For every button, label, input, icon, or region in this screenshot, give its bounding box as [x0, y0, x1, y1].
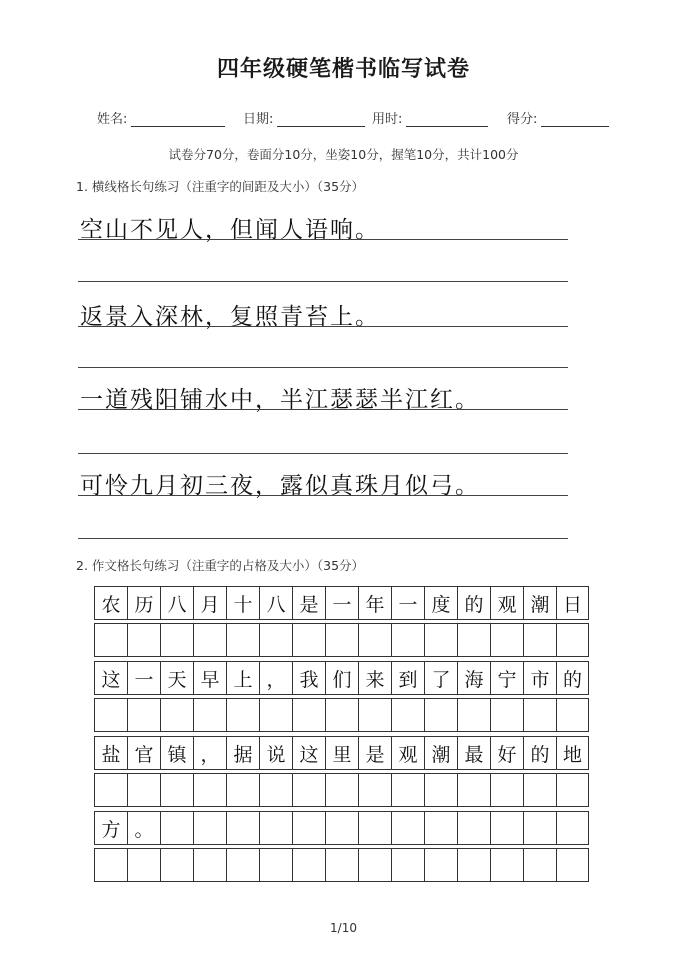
writing-rule — [78, 453, 568, 454]
writing-rule — [78, 281, 568, 282]
grid-cell: 农 — [94, 586, 127, 620]
grid-cell — [358, 623, 391, 657]
grid-cell: 这 — [292, 736, 325, 770]
grid-cell — [523, 848, 556, 882]
grid-cell — [490, 773, 523, 807]
date-label: 日期: — [243, 112, 274, 127]
grid-row — [94, 848, 589, 882]
grid-cell — [391, 698, 424, 732]
grid-cell — [193, 848, 226, 882]
grid-cell: 镇 — [160, 736, 193, 770]
writing-rule — [78, 367, 568, 368]
grid-cell — [226, 623, 259, 657]
grid-row — [94, 661, 589, 695]
grid-cell — [94, 623, 127, 657]
grid-cell — [391, 848, 424, 882]
grid-cell — [490, 623, 523, 657]
grid-cell — [160, 773, 193, 807]
grid-cell: 是 — [358, 736, 391, 770]
grid-cell — [490, 698, 523, 732]
grid-cell — [292, 623, 325, 657]
grid-cell: 说 — [259, 736, 292, 770]
grid-cell — [292, 811, 325, 845]
grid-row — [94, 736, 589, 770]
grid-cell — [457, 848, 490, 882]
grid-cell — [358, 848, 391, 882]
grid-cell — [325, 623, 358, 657]
grid-cell: 度 — [424, 586, 457, 620]
grid-cell — [193, 698, 226, 732]
grid-cell — [523, 623, 556, 657]
grid-cell: 这 — [94, 661, 127, 695]
grid-cell: 方 — [94, 811, 127, 845]
grid-cell: 们 — [325, 661, 358, 695]
writing-rule — [78, 326, 568, 327]
grid-cell — [325, 848, 358, 882]
section2-title: 2. 作文格长句练习（注重字的占格及大小）（35分） — [76, 558, 365, 573]
section1-title: 1. 横线格长句练习（注重字的间距及大小）（35分） — [76, 179, 365, 194]
grid-cell: 十 — [226, 586, 259, 620]
grid-cell: 观 — [391, 736, 424, 770]
grid-cell — [490, 848, 523, 882]
grid-cell: 一 — [127, 661, 160, 695]
grid-cell: 海 — [457, 661, 490, 695]
grid-cell — [358, 698, 391, 732]
name-field — [97, 108, 225, 127]
date-field — [243, 108, 365, 127]
time-blank — [406, 112, 488, 127]
grid-cell — [391, 773, 424, 807]
grid-cell: 的 — [457, 586, 490, 620]
grid-cell: 。 — [127, 811, 160, 845]
grid-cell — [193, 623, 226, 657]
page-title: 四年级硬笔楷书临写试卷 — [216, 57, 470, 82]
grid-cell — [94, 698, 127, 732]
grid-cell — [391, 623, 424, 657]
grid-cell — [193, 773, 226, 807]
grid-cell — [226, 698, 259, 732]
grid-cell: 上 — [226, 661, 259, 695]
writing-rule — [78, 409, 568, 410]
grid-cell — [358, 773, 391, 807]
grid-cell — [523, 698, 556, 732]
grid-cell: 到 — [391, 661, 424, 695]
grid-cell — [259, 773, 292, 807]
grid-cell: 早 — [193, 661, 226, 695]
practice-line-3: 一道残阳铺水中，半江瑟瑟半江红。 — [80, 387, 480, 413]
grid-cell: ， — [193, 736, 226, 770]
grid-cell — [127, 698, 160, 732]
grid-row — [94, 623, 589, 657]
grid-cell: 的 — [523, 736, 556, 770]
writing-rule — [78, 495, 568, 496]
score-label: 得分: — [507, 112, 538, 127]
grid-cell — [160, 698, 193, 732]
grid-cell — [391, 811, 424, 845]
grid-cell: 据 — [226, 736, 259, 770]
grid-cell — [424, 811, 457, 845]
grid-cell — [556, 623, 589, 657]
grid-cell — [259, 623, 292, 657]
grid-cell: 的 — [556, 661, 589, 695]
time-field — [372, 108, 488, 127]
grid-cell: 市 — [523, 661, 556, 695]
grid-cell: 年 — [358, 586, 391, 620]
grid-cell: 宁 — [490, 661, 523, 695]
grid-row — [94, 698, 589, 732]
name-blank — [131, 112, 225, 127]
grid-cell — [556, 698, 589, 732]
grid-cell — [94, 773, 127, 807]
grid-cell — [457, 773, 490, 807]
grid-cell — [523, 811, 556, 845]
grid-cell — [226, 773, 259, 807]
grid-cell — [424, 623, 457, 657]
grid-cell: 最 — [457, 736, 490, 770]
grid-cell — [424, 698, 457, 732]
grid-cell: 观 — [490, 586, 523, 620]
grid-cell — [292, 848, 325, 882]
grid-row — [94, 811, 589, 845]
grid-cell: 来 — [358, 661, 391, 695]
grid-cell: 一 — [325, 586, 358, 620]
grid-cell — [127, 773, 160, 807]
grid-cell: 天 — [160, 661, 193, 695]
practice-line-4: 可怜九月初三夜，露似真珠月似弓。 — [80, 473, 480, 499]
grid-cell — [160, 623, 193, 657]
grid-cell: 我 — [292, 661, 325, 695]
grid-cell — [259, 698, 292, 732]
grid-cell: 里 — [325, 736, 358, 770]
grid-cell — [226, 848, 259, 882]
grid-cell: 好 — [490, 736, 523, 770]
grid-cell: 潮 — [523, 586, 556, 620]
grid-cell — [358, 811, 391, 845]
grid-cell — [259, 848, 292, 882]
name-label: 姓名: — [97, 112, 128, 127]
grid-cell — [94, 848, 127, 882]
grid-cell: 八 — [160, 586, 193, 620]
grid-cell — [325, 811, 358, 845]
grid-cell — [556, 811, 589, 845]
grid-row — [94, 773, 589, 807]
grid-cell — [556, 848, 589, 882]
grid-cell — [292, 698, 325, 732]
score-blank — [541, 112, 609, 127]
date-blank — [277, 112, 365, 127]
score-breakdown: 试卷分70分，卷面分10分，坐姿10分，握笔10分，共计100分 — [168, 147, 519, 162]
grid-cell — [424, 773, 457, 807]
grid-cell — [325, 698, 358, 732]
grid-cell: 地 — [556, 736, 589, 770]
grid-cell — [160, 811, 193, 845]
grid-cell — [424, 848, 457, 882]
grid-cell: 潮 — [424, 736, 457, 770]
grid-cell: 八 — [259, 586, 292, 620]
grid-cell — [226, 811, 259, 845]
grid-cell — [457, 811, 490, 845]
page-number: 1/10 — [330, 921, 357, 935]
grid-cell: ， — [259, 661, 292, 695]
grid-cell: 是 — [292, 586, 325, 620]
writing-rule — [78, 239, 568, 240]
grid-row — [94, 586, 589, 620]
grid-cell — [556, 773, 589, 807]
grid-cell: 月 — [193, 586, 226, 620]
grid-cell — [127, 623, 160, 657]
grid-cell — [325, 773, 358, 807]
grid-cell: 日 — [556, 586, 589, 620]
time-label: 用时: — [372, 112, 403, 127]
grid-cell — [127, 848, 160, 882]
grid-cell — [490, 811, 523, 845]
grid-cell: 官 — [127, 736, 160, 770]
grid-cell: 盐 — [94, 736, 127, 770]
grid-cell — [160, 848, 193, 882]
grid-cell — [292, 773, 325, 807]
grid-cell — [193, 811, 226, 845]
practice-line-2: 返景入深林，复照青苔上。 — [80, 304, 380, 330]
writing-rule — [78, 538, 568, 539]
grid-cell — [523, 773, 556, 807]
grid-cell — [259, 811, 292, 845]
score-field — [507, 108, 609, 127]
grid-cell: 了 — [424, 661, 457, 695]
grid-cell — [457, 623, 490, 657]
practice-line-1: 空山不见人，但闻人语响。 — [80, 217, 380, 243]
grid-cell — [457, 698, 490, 732]
grid-cell: 历 — [127, 586, 160, 620]
grid-cell: 一 — [391, 586, 424, 620]
